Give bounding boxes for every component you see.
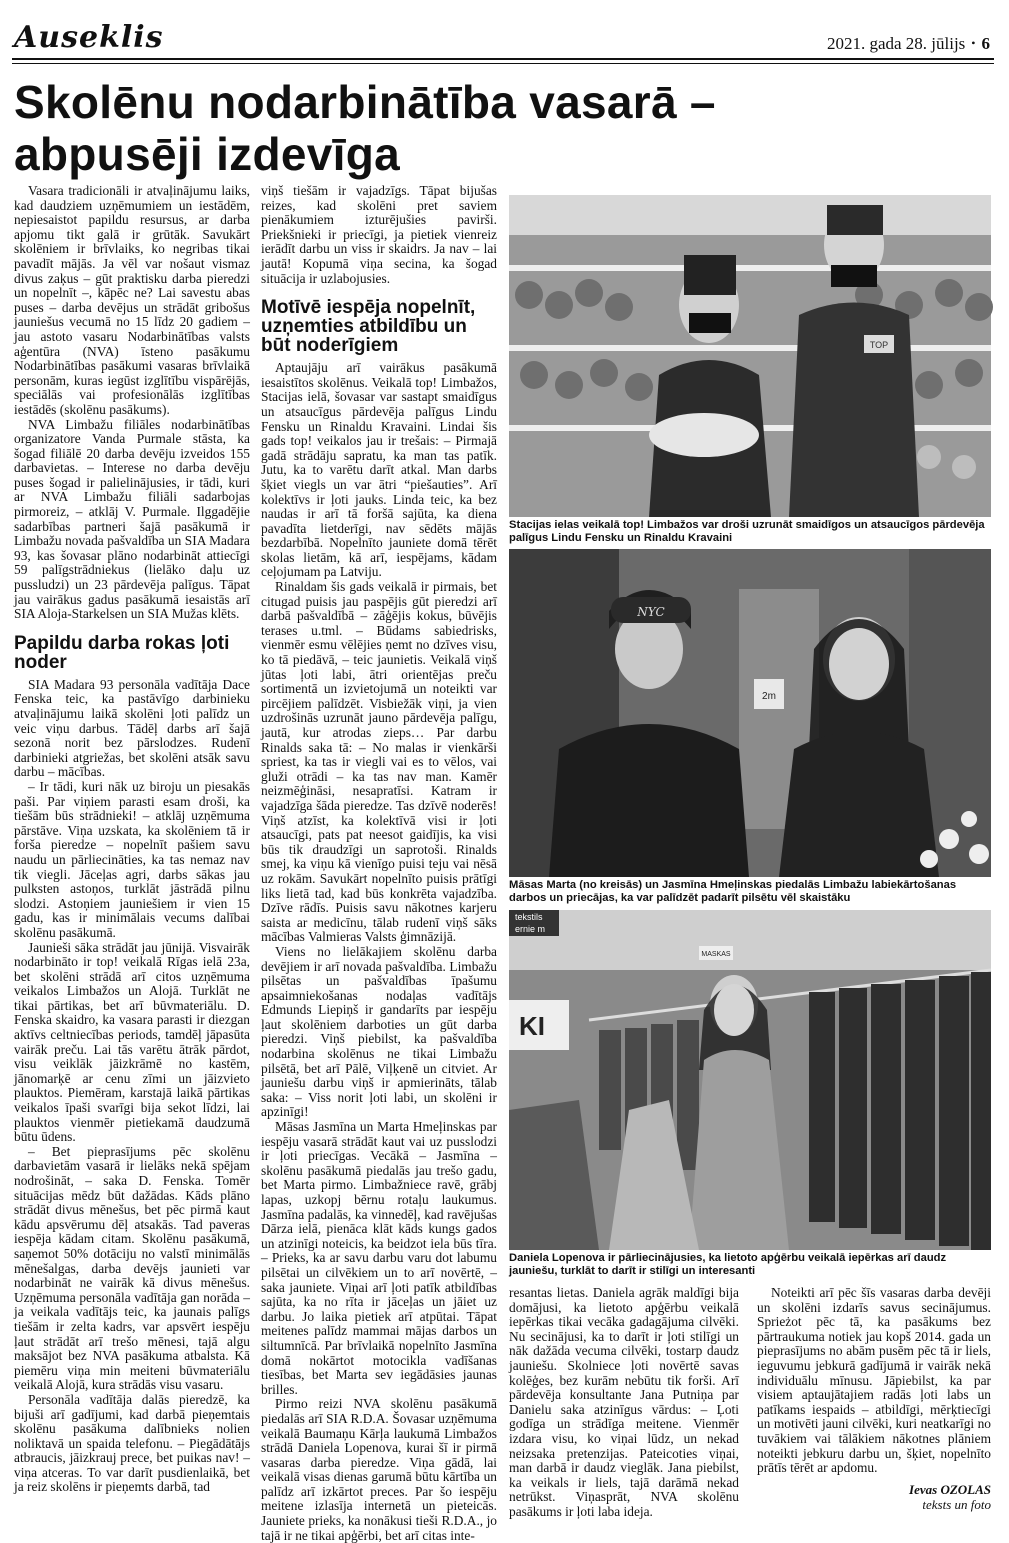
subheading: Papildu darba rokas ļoti noder [14,632,230,673]
photo-grocery-store [509,195,991,517]
paragraph: Vasara tradicionāli ir atvaļinājumu laiks, kad daudziem uzņēmumiem un iestādēm, nepiesaistot papildu resursus, ar darba apjomu tikt galā ir grūtāk. Savukārt skolēniem ir brīvlaiks, ko negribas tikai pavadīt mājās. Ja vēl var nošaut vismaz divus zaķus – gūt praktisku darba pieredzi un nopelnīt –, kāpēc ne? Lai savestu abas puses – darba devējus un strādāt gribošus jauniešus vecumā no 15 līdz 20 gadiem – jau astoto vasaru Nodarbinātības valsts aģentūra (NVA) īsteno pasākumu Nodarbinātības pasākumi vasaras brīvlaikā personām, kuras iegūst izglītību vispārējās, speciālās vai profesionālās izglītības iestādēs (skolēnu pasākums). [14,183,250,417]
article-column-2 [261,183,497,1543]
byline-author: Ievas OZOLAS [909,1482,991,1497]
paragraph: Rinaldam šis gads veikalā ir pirmais, bet citugad puisis jau paspējis gūt pieredzi arī darbā pašvaldībā – zāģējis kokus, būvējis terases u.tml. – Būdams sabiedrisks, vienmēr esmu vēlējies ņemt no dzīves visu, ko tā piedāvā, – teic jaunietis. Veikalā viņš jūtas ļoti labi, ātri orientējas preču sortimentā un izvietojumā un noteikti var pircējiem palīdzēt. Visbiežāk viņi, ja vien uzdrošinās uzrunāt jauno pārdevēja palīgu, jautā, kur atrodas zieps… Par darbu Rinalds saka tā: – No malas ir vienkārši spriest, ka tas ir viegli vai es to vēlos, vai gluži otrādi – ka tas nav man. Kamēr neizmēģināsi, nesapratīsi. Katram ir vajadzīga šāda pieredze. Tas dzīvē noderēs! Viņš atzīst, ka kolektīvā visi ir ļoti atsaucīgi, pats pat neesot gaidījis, ka visi būs tik draudzīgi un saprotoši. Rinalds smej, ka viņu kā vienīgo puisi teju vai nēsā uz rokām. Savukārt nopelnīto puisis prātīgi liks lietā tad, kad būs konkrēta vajadzība. Dzīve rādīs. Puisis savu nākotnes karjeru saista ar medicīnu, tālab rudenī viņš sāks mācības Valmieras Valsts ģimnāzijā. [261,579,497,945]
photo-caption-2: Māsas Marta (no kreisās) un Jasmīna Hmeļinskas piedalās Limbažu labiekārtošanas darbos un priecājas, ka var palīdzēt padarīt pilsētu vēl skaistāku [509,879,957,904]
photo-sisters [509,549,991,877]
photo-caption-3: Daniela Lopenova ir pārliecinājusies, ka lietoto apģērbu veikalā iepērkas arī daudz jauniešu, turklāt to darīt ir stilīgi un interesanti [509,1252,947,1277]
photo-caption-1: Stacijas ielas veikalā top! Limbažos var droši uzrunāt smaidīgos un atsaucīgos pārdevēja palīgus Lindu Fensku un Rinaldu Kravaini [509,519,985,544]
masthead [12,14,994,66]
photo-clothing-store [509,910,991,1250]
byline [909,1482,991,1512]
subheading: Motīvē iespēja nopelnīt, uzņemties atbildību un būt noderīgiem [261,297,476,357]
headline-line-2: abpusēji izdevīga [14,128,400,180]
paragraph: Viens no lielākajiem skolēnu darba devējiem ir arī novada pašvaldība. Limbažu pilsētas un pašvaldības īpašumu apsaimniekošanas nodaļas vadītājs Edmunds Liepiņš ir gandarīts par iespēju ļaut skolēniem darboties un gūt darba pieredzi. Viņš piebilst, ka pašvaldība nodarbina skolēnus ne tikai Limbažu pilsētā, bet arī Pālē, Viļķenē un citviet. Ar jauniešu darbu viņš ir apmierināts, tālab saka: – Viss norit ļoti labi, un skolēni ir apzinīgi! [261,943,497,1120]
store-sign-4: KI [519,1011,545,1041]
masthead-rule-thick [12,58,994,60]
photo-sisters-image [509,549,991,877]
article-column-4 [757,1286,991,1496]
photo-clothing-image [509,910,991,1250]
cap-logo-text: NYC [637,605,665,619]
masthead-rule-thin [12,63,994,64]
paragraph: Pirmo reizi NVA skolēnu pasākumā piedalās arī SIA R.D.A. Šovasar uzņēmuma veikalā Baumaņu Kārļa laukumā Limbažos strādā Daniela Lopenova, kurai šī ir pirmā vasaras darba pieredze. Viņa gādā, lai veikalā visas dienas garumā būtu kārtība un palīdz arī izkārtot preces. Par šo iespēju meitene izlasīja internetā un pieteicās. Jauniete prieks, ka nonākusi tieši R.D.A., jo tajā ir ne tikai apģērbi, bet arī citas inte- [261,1396,497,1543]
paragraph: Noteikti arī pēc šīs vasaras darba devēji un skolēni izdarīs savus secinājumus. Sprieżot pēc tā, ka pasākums bez pārtraukuma notiek jau kopš 2014. gada un pieprasījums no abām pusēm pēc tā ir liels, ieguvumu jebkurā gadījumā ir vairāk nekā individuālu mīnusu. Jāpiebilst, ka par visiem aptaujātajiem radās ļoti labs un patīkams iespaids – atbildīgi, mērķtiecīgi un motivēti jauni cilvēki, kuri neatkarīgi no tuvākiem vai tālākiem nākotnes plāniem noteikti jebkuru darbu un, šķiet, nopelnīto prātīs tērēt ar apdomu. [757,1285,991,1476]
newspaper-logo: Auseklis [14,20,164,55]
headline-line-1: Skolēnu nodarbinātība vasarā – [14,76,716,128]
paragraph: Aptaujāju arī vairākus pasākumā iesaistītos skolēnus. Veikalā top! Limbažos, Stacijas ielā, šovasar var sastapt smaidīgus un atsaucīgus pārdevēja palīgus Lindu Fensku un Rinaldu Kravaini. Lindai šis gads top! veikalos jau ir trešais: – Pirmajā gadā strādāju sapratu, ka man tas patīk. Jutu, ka to varētu darīt atkal. Man darbs šķiet viegls un var ātri “piešauties”. Arī kolektīvs ir ļoti jauks. Linda teic, ka bez naudas ir arī tā foršā sajūta, ka diena pavadīta lietderīgi, nav sēdēts mājās bezdarbībā. Nopelnīto jauniete domā tērēt skolas lietām, kā arī, iespējams, kādam ceļojumam pa Latviju. [261,360,497,580]
byline-role: teksts un foto [922,1497,991,1512]
dateline [827,34,990,54]
paragraph: – Bet pieprasījums pēc skolēnu darbavietām vasarā ir lielāks nekā spējam nodrošināt, – saka D. Fenska. Tomēr situācijas mēdz būt dažādas. Kāds plāno strādāt divus mēnešus, bet pēc pirmā kaut kādu apsvērumu dēļ atsakās. Tad paveras iespēja kādam citam. Skolēnu pasākumā, saņemot 50% dotāciju no valstī minimālās mēnešalgas, darba devējs jaunieti var nodarbināt ne vairāk kā divus mēnešus. Uzņēmuma personāla vadītāja gan norāda – ja veikala vadītājs teic, ka jaunais palīgs tiešām ir zelta kadrs, var apsvērt iespēju ļaut strādāt arī trešo mēnesi, tajā algu maksājot bez NVA pasākuma atbalsta. Kā piemēru viņa min meiteni būvmateriālu veikalā Alojā, kura strādās visu vasaru. [14,1143,250,1393]
paragraph: Personāla vadītāja dalās pieredzē, ka bijuši arī gadījumi, kad darbā pieņemtais skolēnu pasākuma dalībnieks nolien noliktavā un spaida telefonu. – Piegādātājs atbraucis, jāizkrauj prece, bet puikas nav! – viņa atceras. To var darīt pusdienlaikā, bet ja reiz skolēns ir pieņemts darbā, tad [14,1391,250,1495]
page-number: 6 [981,34,990,53]
article-headline [14,76,794,180]
paragraph: SIA Madara 93 personāla vadītāja Dace Fenska teic, ka pastāvīgo darbinieku atvaļinājumu laikā skolēni ļoti palīdz un veic viņu darbus. Tādēļ darbs arī šajā sezonā norit bez pārslodzes. Rudenī darbinieki atgriežas, bet skolēni atsāk savu darbu – mācības. [14,676,250,780]
bullet-separator: • [971,36,976,50]
store-sign-1: tekstils [515,912,543,922]
shirt-logo-text: TOP [869,340,889,350]
distance-sign-text: 2m [762,691,776,702]
article-column-3 [509,1285,739,1519]
paragraph: Jaunieši sāka strādāt jau jūnijā. Visvairāk nodarbināto ir top! veikalā Rīgas ielā 23a, bet skolēni strādā arī citos uzņēmuma veikalos Limbažos un Alojā. Turklāt ne tikai pārtikas, bet arī būvmateriālu. D. Fenska skaidro, ka vasara parasti ir diezgan aktīvs celtniecības periods, tamdēļ jāpasūta vairāk preču. Lai tās varētu ātrāk pārdot, visu veiklāk jāizkrāmē no kastēm, jānomarķē ar cenu zīmi un jāizvieto plauktos. Piemēram, karstajā laikā pārtikas veikalos īpaši svarīgi bija sekot līdzi, lai plauktos vienmēr pietiekamā daudzumā būtu ūdens. [14,939,250,1145]
paragraph: NVA Limbažu filiāles nodarbinātības organizatore Vanda Purmale stāsta, ka šogad filiālē 20 darba devēju izveidos 155 darbavietas. – Interese no darba devēju puses šogad ir palielinājusies, ir tādi, kuri ar NVA Limbažu filiāli sadarbojas pirmoreiz, – atklāj V. Purmale. Ilggadējie sadarbības partneri šajā pasākumā ir Limbažu novada pašvaldība un SIA Madara 93, kas šovasar plāno nodarbināt attiecīgi 59 palīgstrādniekus (lielāko daļu uz pussludzi) un 23 pārdevēja palīgus. Tāpat jau vairākus gadus pasākumā iesaistās arī SIA Aloja-Starkelsen un SIA Mužas klēts. [14,416,250,622]
paragraph: – Ir tādi, kuri nāk uz biroju un piesakās paši. Par viņiem parasti esam droši, ka tiešām būs strādnieki! – atklāj uzņēmuma pārstāve. Viņa uzskata, ka skolēniem tā ir forša pieredze – nopelnīt pašiem savu naudu un pārliecināties, ka tas nemaz nav tik viegli. Jāceļas agri, darbs sākas jau pulksten astoņos, turklāt jāstrādā pilnu slodzi. Astoņiem jauniešiem ir vien 15 gadu, kas ir minimālais vecums dalībai skolēnu pasākumā. [14,778,250,940]
store-sign-3: MASKAS [701,951,731,958]
photo-grocery-image [509,195,991,517]
issue-date: 2021. gada 28. jūlijs [826,34,966,53]
paragraph: Māsas Jasmīna un Marta Hmeļinskas par iespēju vasarā strādāt kaut vai uz pusslodzi ir ļoti priecīgas. Vecākā – Jasmīna – skolēnu pasākumā piedalās jau trešo gadu, bet Marta pirmo. Limbažniece ravē, grābj lapas, uzkopj bērnu rotaļu laukumus. Jasmīna padalās, ka vinnedēļ, kad ravējušas Dārza ielā, pienāca klāt kāds kungs gados un atzinīgi noteicis, ka beidzot iela būs tīra. – Prieks, ka ar savu darbu varu dot labumu pilsētai un cilvēkiem un to arī novērtē, – saka jauniete. Viņai arī ļoti patīk atbildības sajūta, ka no rīta ir jāceļas un jāiet uz darbu. Jo laika pietiek arī atpūtai. Tāpat meitenes palīdz mammai mājas darbos un siltumnīcā. Par brīvlaikā nopelnīto Jasmīna domā nokārtot motocikla vadīšanas tiesības, bet Marta sev iegādāsies jaunas brilles. [261,1119,497,1397]
store-sign-2: ernie m [515,924,546,934]
paragraph: viņš tiešām ir vajadzīgs. Tāpat bijušas reizes, kad skolēni pret saviem pienākumiem izturējušies pavirši. Priekšnieki ir priecīgi, ja pietiek vienreiz ierādīt darbu un viss ir skaidrs. Ja nav – lai jautā! Kopumā viņa secina, ka šogad situācija ir uzlabojusies. [261,183,497,286]
paragraph: resantas lietas. Daniela agrāk maldīgi bija domājusi, ka lietoto apģērbu veikalā iepērkas tikai vecāka gadagājuma cilvēki. Nu secinājusi, ka to darīt ir ļoti stilīgi un nāk dažāda vecuma cilvēki, tostarp daudz jauniešu. Skolniece ļoti novērtē savas kolēģes, bez kurām nebūtu tik forši. Arī pārdevēja konsultante Jana Putniņa par Danielu saka atzinīgus vārdus: – Ļoti godīga un strādīga meitene. Vienmēr izdara visu, ko viņai lūdz, un nekad neizsaka pretenzijas. Pateicoties viņai, man darbā ir daudz vieglāk. Jana piebilst, ka veikals ir liels, tajā darāmā nekad netrūkst. Viņasprāt, NVA skolēnu pasākums ir ļoti laba ideja. [509,1285,739,1519]
article-column-1 [14,184,250,1512]
